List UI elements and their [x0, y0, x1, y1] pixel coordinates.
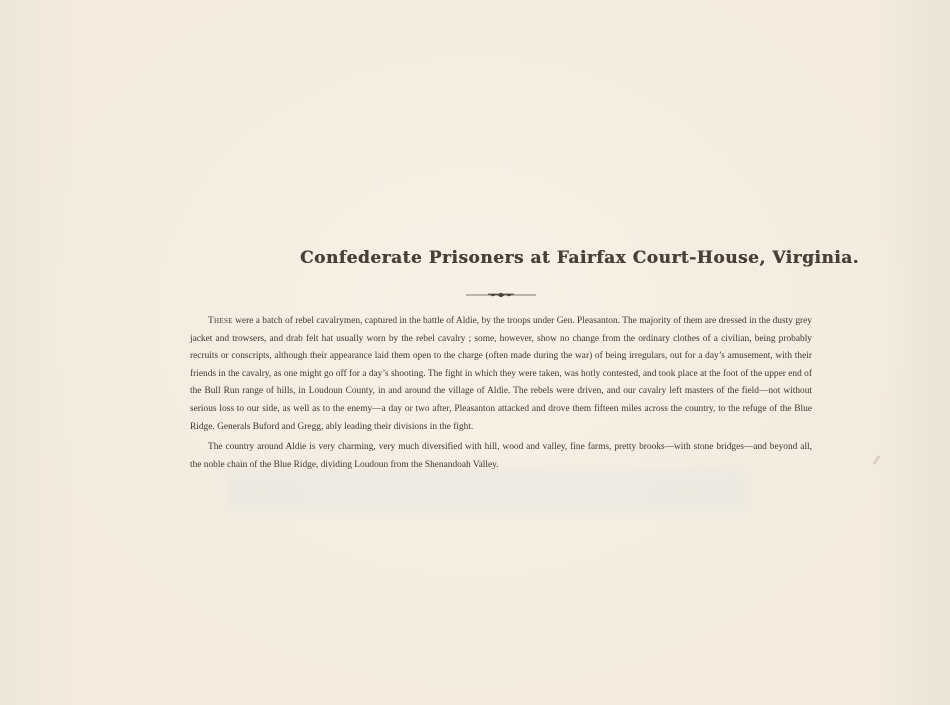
paragraph-text: were a batch of rebel cavalrymen, captured in the battle of Aldie, by the troops under Gen. Pleasanton. The majority of them are dressed in the dusty grey jacket and trowsers, and drab felt hat usually worn by the rebel cavalry ; some, however, show no change from the ordinary clothes of a civilian, being probably recruits or conscripts, although their appearance laid them open to the charge (often made during the war) of being irregulars, out for a day’s amusement, with their friends in the cavalry, as one might go off for a day’s shooting. The fight in which they were taken, was hotly contested, and took place at the foot of the upper end of the Bull Run range of hills, in Loudoun County, in and around the village of Aldie. The rebels were driven, and our cavalry left masters of the field—not without serious loss to our side, as well as to the enemy—a day or two after, Pleasanton attacked and drove them fifteen miles across the country, to the refuge of the Blue Ridge. Generals Buford and Gregg, ably leading their divisions in the fight.: [190, 316, 812, 432]
paragraph-2: [190, 439, 812, 474]
decorative-rule-icon: [466, 290, 536, 300]
body-text: [190, 313, 812, 474]
paper-fleck: [872, 455, 880, 465]
paragraph-text: The country around Aldie is very charming, very much diversified with hill, wood and valley, fine farms, pretty brooks—with stone bridges—and beyond all, the noble chain of the Blue Ridge, dividing Loudoun from the Shenandoah Valley.: [190, 442, 812, 470]
paragraph-1: [190, 313, 812, 436]
plate-offset-shadow: [228, 470, 748, 510]
paragraph-lead: These: [208, 316, 233, 326]
page-title: Confederate Prisoners at Fairfax Court-House, Virginia.: [300, 248, 860, 268]
